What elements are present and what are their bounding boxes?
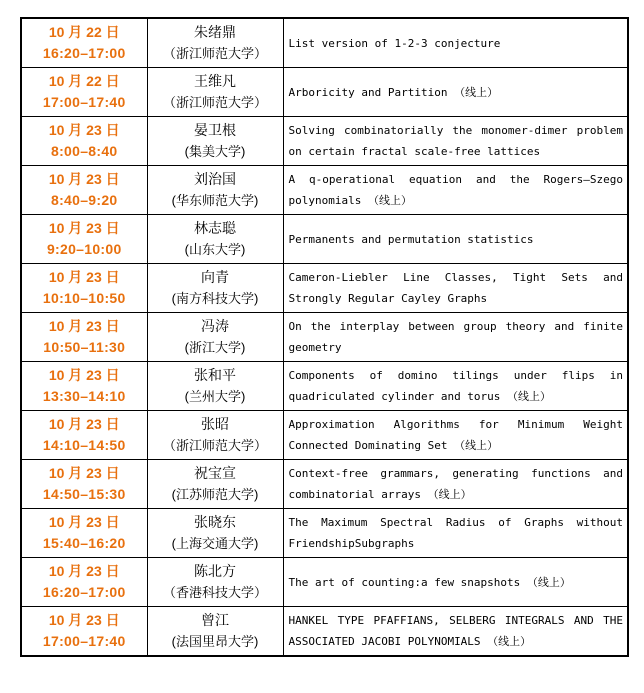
date-time-cell [21,558,147,607]
speaker-cell [147,215,283,264]
table-row [21,166,628,215]
speaker-cell [147,460,283,509]
date-time-cell [21,166,147,215]
session-date: 10 月 23 日 [48,563,120,579]
session-time: 13:30–14:10 [42,388,126,404]
session-date: 10 月 23 日 [48,171,120,187]
session-time: 8:00–8:40 [50,143,118,159]
speaker-cell [147,558,283,607]
speaker-affiliation: (江苏师范大学) [171,487,259,502]
table-row [21,264,628,313]
speaker-cell [147,362,283,411]
speaker-affiliation: （浙江师范大学） [162,46,267,61]
session-date: 10 月 23 日 [48,612,120,628]
speaker-name: 冯涛 [201,318,229,334]
session-time: 14:10–14:50 [42,437,126,453]
speaker-name: 张晓东 [194,514,236,530]
speaker-cell [147,68,283,117]
table-row [21,313,628,362]
speaker-cell [147,313,283,362]
speaker-cell [147,166,283,215]
talk-title: A q-operational equation and the Rogers—Szego polynomials （线上） [288,173,623,207]
table-row [21,460,628,509]
speaker-cell [147,264,283,313]
title-cell [283,117,628,166]
speaker-affiliation: (华东师范大学) [171,193,259,208]
date-time-cell [21,411,147,460]
table-row [21,411,628,460]
title-cell [283,264,628,313]
speaker-affiliation: （浙江师范大学） [162,438,267,453]
speaker-cell [147,117,283,166]
talk-title: The art of counting:a few snapshots （线上） [288,575,571,589]
schedule-table [20,17,629,657]
table-row [21,509,628,558]
table-row [21,558,628,607]
speaker-cell [147,411,283,460]
speaker-cell [147,18,283,68]
session-date: 10 月 23 日 [48,367,120,383]
title-cell [283,558,628,607]
speaker-affiliation: (南方科技大学) [171,291,259,306]
speaker-name: 晏卫根 [194,122,236,138]
table-row [21,18,628,68]
speaker-name: 张昭 [201,416,229,432]
talk-title: Components of domino tilings under flips in quadriculated cylinder and torus （线上） [288,369,623,403]
talk-title: Solving combinatorially the monomer-dimer problem on certain fractal scale-free lattices [288,124,623,158]
speaker-affiliation: (山东大学) [184,242,246,257]
title-cell [283,411,628,460]
date-time-cell [21,264,147,313]
speaker-name: 曾江 [201,612,229,628]
session-time: 14:50–15:30 [42,486,126,502]
table-row [21,68,628,117]
title-cell [283,509,628,558]
speaker-affiliation: (上海交通大学) [171,536,259,551]
title-cell [283,313,628,362]
date-time-cell [21,607,147,657]
table-row [21,607,628,657]
speaker-name: 刘治国 [194,171,236,187]
session-time: 9:20–10:00 [46,241,122,257]
session-date: 10 月 23 日 [48,416,120,432]
title-cell [283,68,628,117]
speaker-affiliation: (浙江大学) [184,340,246,355]
speaker-cell [147,509,283,558]
session-time: 15:40–16:20 [42,535,126,551]
date-time-cell [21,509,147,558]
speaker-affiliation: （香港科技大学） [162,585,267,600]
talk-title: Cameron-Liebler Line Classes, Tight Sets and Strongly Regular Cayley Graphs [288,271,623,305]
date-time-cell [21,18,147,68]
date-time-cell [21,215,147,264]
talk-title: Arboricity and Partition （线上） [288,85,499,99]
speaker-affiliation: (集美大学) [184,144,246,159]
title-cell [283,607,628,657]
title-cell [283,166,628,215]
session-time: 8:40–9:20 [50,192,118,208]
speaker-name: 王维凡 [194,73,236,89]
session-time: 16:20–17:00 [42,584,126,600]
session-date: 10 月 23 日 [48,514,120,530]
session-time: 17:00–17:40 [42,633,126,649]
session-date: 10 月 22 日 [48,73,120,89]
date-time-cell [21,362,147,411]
session-time: 17:00–17:40 [42,94,126,110]
talk-title: HANKEL TYPE PFAFFIANS, SELBERG INTEGRALS AND THE ASSOCIATED JACOBI POLYNOMIALS （线上） [288,614,623,648]
title-cell [283,18,628,68]
date-time-cell [21,68,147,117]
title-cell [283,215,628,264]
session-time: 16:20–17:00 [42,45,126,61]
table-row [21,362,628,411]
title-cell [283,460,628,509]
session-date: 10 月 22 日 [48,24,120,40]
talk-title: On the interplay between group theory and finite geometry [288,320,623,354]
speaker-name: 林志聪 [194,220,236,236]
session-date: 10 月 23 日 [48,122,120,138]
talk-title: Permanents and permutation statistics [288,232,534,246]
session-time: 10:10–10:50 [42,290,126,306]
date-time-cell [21,313,147,362]
speaker-affiliation: (兰州大学) [184,389,246,404]
session-time: 10:50–11:30 [43,339,126,355]
table-row [21,215,628,264]
table-row [21,117,628,166]
speaker-name: 陈北方 [194,563,236,579]
speaker-affiliation: （浙江师范大学） [162,95,267,110]
speaker-name: 张和平 [194,367,236,383]
session-date: 10 月 23 日 [48,269,120,285]
speaker-cell [147,607,283,657]
session-date: 10 月 23 日 [48,318,120,334]
speaker-affiliation: (法国里昂大学) [171,634,259,649]
date-time-cell [21,117,147,166]
session-date: 10 月 23 日 [48,465,120,481]
speaker-name: 向青 [201,269,229,285]
session-date: 10 月 23 日 [48,220,120,236]
talk-title: List version of 1-2-3 conjecture [288,36,501,50]
talk-title: The Maximum Spectral Radius of Graphs without FriendshipSubgraphs [288,516,623,550]
talk-title: Context-free grammars, generating functions and combinatorial arrays （线上） [288,467,623,501]
speaker-name: 祝宝宣 [194,465,236,481]
date-time-cell [21,460,147,509]
title-cell [283,362,628,411]
talk-title: Approximation Algorithms for Minimum Weight Connected Dominating Set （线上） [288,418,623,452]
speaker-name: 朱绪鼎 [194,24,236,40]
